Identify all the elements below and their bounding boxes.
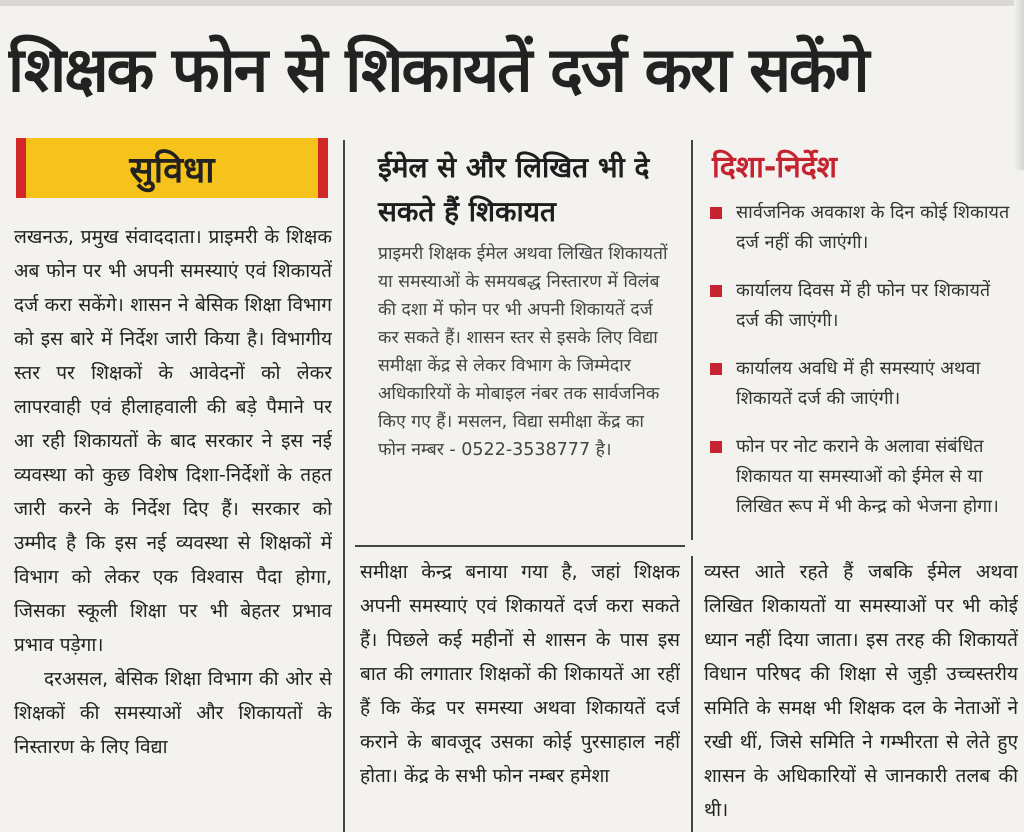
square-bullet-icon — [710, 285, 722, 297]
square-bullet-icon — [710, 363, 722, 375]
top-border — [0, 0, 1024, 6]
guideline-item-4 — [710, 432, 1016, 522]
column-rule-2 — [691, 140, 693, 540]
guidelines-title: दिशा-निर्देश — [712, 150, 838, 185]
badge-label: सुविधा — [129, 149, 215, 191]
article-column-3: व्यस्त आते रहते हैं जबकि ईमेल अथवा लिखित शिकायतों या समस्याओं पर भी कोई ध्यान नहीं दिया जाता। इस तरह की शिकायतें विधान परिषद की शिक्षा से जुड़ी उच्चस्तरीय समिति के समक्ष भी शिक्षक दल के नेताओं ने रखी थीं, जिसे समिति ने गम्भीरता से लेते हुए शासन के अधिकारियों से जानकारी तलब की थी। — [704, 561, 1018, 821]
edge-shadow — [1014, 0, 1024, 170]
guideline-item-3 — [710, 354, 1016, 414]
guideline-text: कार्यालय अवधि में ही समस्याएं अथवा शिकायतें दर्ज की जाएंगी। — [736, 358, 981, 409]
article-paragraph-1: लखनऊ, प्रमुख संवाददाता। प्राइमरी के शिक्षक अब फोन पर भी अपनी समस्याएं एवं शिकायतें दर्ज करा सकेंगे। शासन ने बेसिक शिक्षा विभाग को इस बारे में निर्देश जारी किया है। विभागीय स्तर पर शिक्षकों के आवेदनों को लेकर लापरवाही एवं हीलाहवाली की बड़े पैमाने पर आ रही शिकायतों के बाद सरकार ने इस नई व्यवस्था को कुछ विशेष दिशा-निर्देशों के तहत जारी करने के निर्देश दिए हैं। सरकार को उम्मीद है कि इस नई व्यवस्था से शिक्षकों में विभाग को लेकर एक विश्वास पैदा होगा, जिसका स्कूली शिक्षा पर भी बेहतर प्रभाव प्रभाव पड़ेगा। — [14, 226, 332, 656]
column-rule-1 — [343, 140, 345, 832]
guideline-text: फोन पर नोट कराने के अलावा संबंधित शिकायत या समस्याओं को ईमेल से या लिखित रूप में भी केन्द्र को भेजना होगा। — [736, 436, 999, 517]
section-badge — [16, 138, 328, 198]
headline: शिक्षक फोन से शिकायतें दर्ज करा सकेंगे — [8, 33, 868, 106]
square-bullet-icon — [710, 207, 722, 219]
column-rule-3 — [691, 556, 693, 832]
guideline-item-2 — [710, 276, 1016, 336]
square-bullet-icon — [710, 441, 722, 453]
article-paragraph-2: दरअसल, बेसिक शिक्षा विभाग की ओर से शिक्षकों की समस्याओं और शिकायतों के निस्तारण के लिए विद्या — [14, 668, 332, 758]
article-column-2: समीक्षा केन्द्र बनाया गया है, जहां शिक्षक अपनी समस्याएं एवं शिकायतें दर्ज करा सकते हैं। पिछले कई महीनों से शासन के पास इस बात की लगातार शिक्षकों की शिकायतें आ रहीं हैं कि केंद्र पर समस्या अथवा शिकायतें दर्ज कराने के बावजूद उसका कोई पुरसाहाल नहीं होता। केंद्र के सभी फोन नम्बर हमेशा — [360, 561, 680, 787]
guidelines-list — [710, 198, 1016, 540]
guideline-item-1 — [710, 198, 1016, 258]
guideline-text: कार्यालय दिवस में ही फोन पर शिकायतें दर्ज की जाएंगी। — [736, 280, 991, 331]
box-title: ईमेल से और लिखित भी दे सकते हैं शिकायत — [378, 151, 650, 228]
box-bottom-rule — [355, 545, 685, 547]
article-column-1 — [14, 220, 332, 832]
box-body: प्राइमरी शिक्षक ईमेल अथवा लिखित शिकायतों या समस्याओं के समयबद्ध निस्तारण में विलंब की दशा में फोन पर भी अपनी शिकायतें दर्ज कर सकते हैं। शासन स्तर से इसके लिए विद्या समीक्षा केंद्र से लेकर विभाग के जिम्मेदार अधिकारियों के मोबाइल नंबर तक सार्वजनिक किए गए हैं। मसलन, विद्या समीक्षा केंद्र का फोन नम्बर - 0522-3538777 है। — [378, 244, 668, 460]
guideline-text: सार्वजनिक अवकाश के दिन कोई शिकायत दर्ज नहीं की जाएंगी। — [736, 202, 1010, 253]
